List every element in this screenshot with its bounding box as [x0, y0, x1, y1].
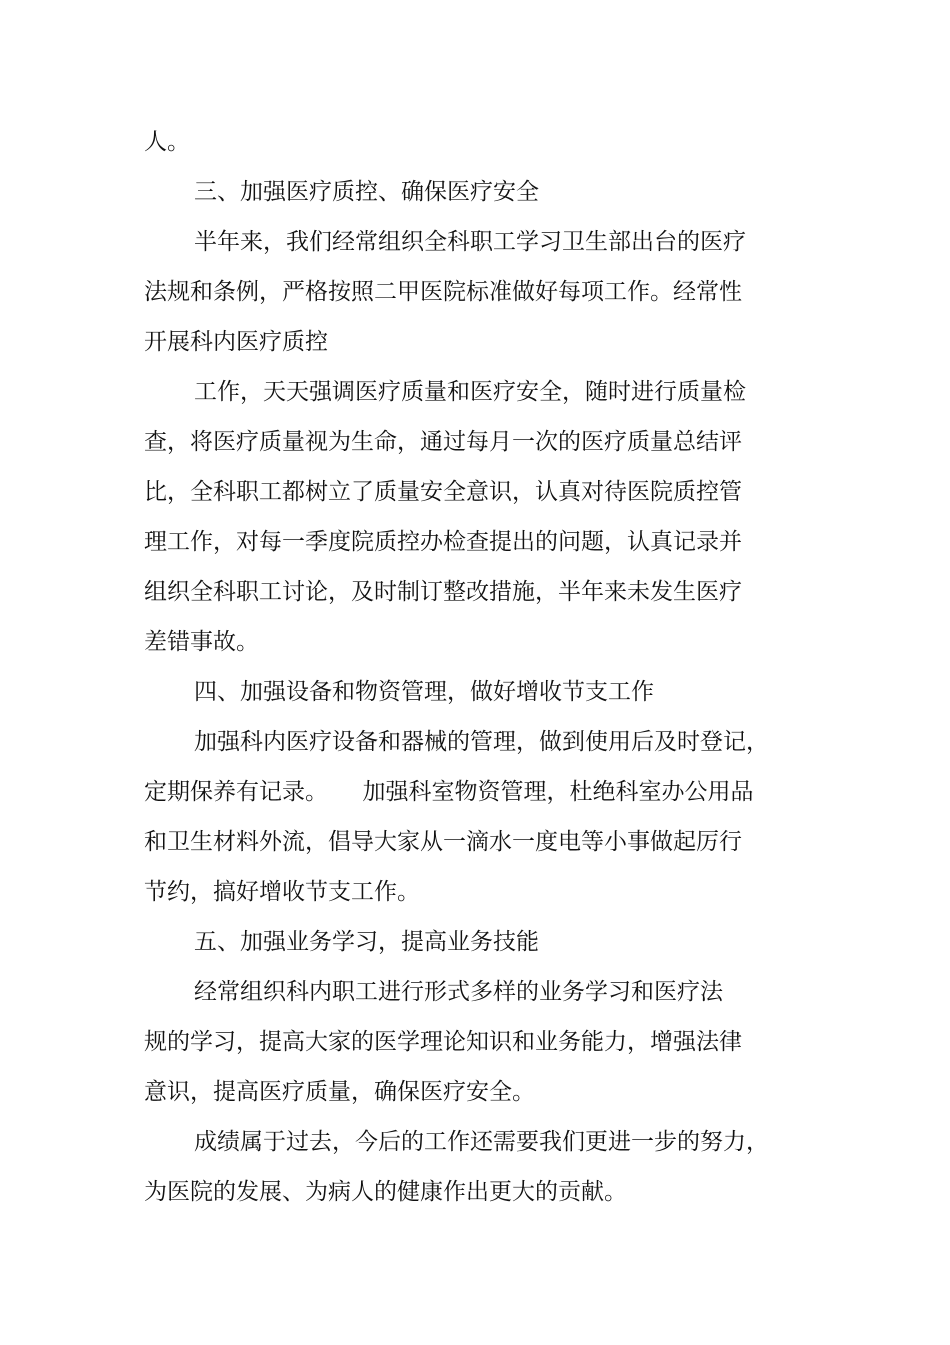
text-line: 理工作，对每一季度院质控办检查提出的问题，认真记录并 — [144, 529, 742, 555]
text-line: 组织全科职工讨论，及时制订整改措施，半年来未发生医疗 — [144, 579, 742, 605]
section-heading: 三、加强医疗质控、确保医疗安全 — [194, 179, 539, 205]
text-line: 经常组织科内职工进行形式多样的业务学习和医疗法 — [194, 979, 723, 1005]
text-line: 人。 — [144, 129, 190, 155]
text-line: 工作，天天强调医疗质量和医疗安全，随时进行质量检 — [194, 379, 746, 405]
text-line: 为医院的发展、为病人的健康作出更大的贡献。 — [144, 1179, 627, 1205]
text-line: 定期保养有记录。 加强科室物资管理，杜绝科室办公用品 — [144, 779, 754, 805]
text-line: 开展科内医疗质控 — [144, 329, 328, 355]
text-line: 差错事故。 — [144, 629, 259, 655]
text-line: 查，将医疗质量视为生命，通过每月一次的医疗质量总结评 — [144, 429, 742, 455]
text-line: 加强科内医疗设备和器械的管理，做到使用后及时登记， — [194, 729, 769, 755]
text-line: 和卫生材料外流，倡导大家从一滴水一度电等小事做起厉行 — [144, 829, 742, 855]
text-line: 法规和条例，严格按照二甲医院标准做好每项工作。经常性 — [144, 279, 742, 305]
text-line: 意识，提高医疗质量，确保医疗安全。 — [144, 1079, 535, 1105]
text-line: 规的学习，提高大家的医学理论知识和业务能力，增强法律 — [144, 1029, 742, 1055]
text-line: 半年来，我们经常组织全科职工学习卫生部出台的医疗 — [194, 229, 746, 255]
section-heading: 五、加强业务学习，提高业务技能 — [194, 929, 539, 955]
section-heading: 四、加强设备和物资管理，做好增收节支工作 — [194, 679, 654, 705]
text-line: 节约，搞好增收节支工作。 — [144, 879, 420, 905]
text-line: 比，全科职工都树立了质量安全意识，认真对待医院质控管 — [144, 479, 742, 505]
text-line: 成绩属于过去，今后的工作还需要我们更进一步的努力， — [194, 1129, 769, 1155]
